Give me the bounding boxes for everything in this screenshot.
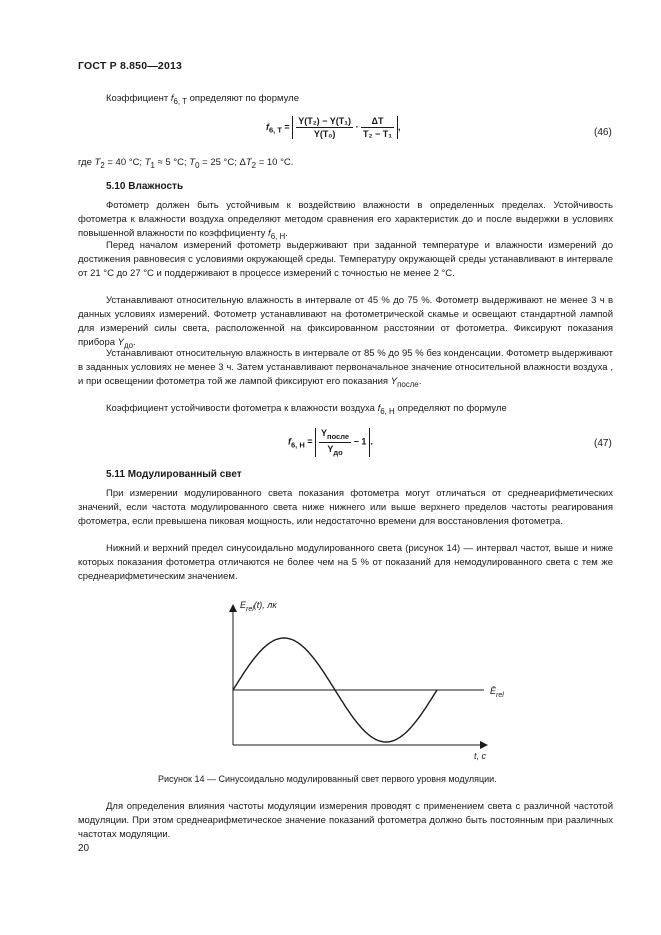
sec511-paragraph-2: Нижний и верхний предел синусоидально модулированного света (рисунок 14) — интервал частот, выше и ниже которых показания фотометра отличаются не более чем на 5 % от показаний для немодулированного света с тем же среднеарифметическим значением. — [78, 543, 613, 582]
sec510-paragraph-3: Устанавливают относительную влажность в интервале от 45 % до 75 %. Фотометр выдерживают не менее 3 ч в данных условиях измерений. Фотометр устанавливают на фотометрической скамье и освещают стандартной лампой для измерений силы света, расположенной на фиксированном расстоянии от фотометра. Фиксируют показания прибора $Y_{до}$. — [78, 295, 613, 350]
formula-47: $f_{6, H}$ = $\frac{Y_{после}}{Y_{до}}$ − 1 . — [288, 428, 373, 457]
document-header: ГОСТ Р 8.850—2013 — [78, 60, 183, 72]
abs-bars: $\frac{Y_{после}}{Y_{до}}$ − 1 — [315, 428, 370, 457]
sec510-paragraph-1: Фотометр должен быть устойчивым к воздействию влажности в определенных пределах. Устойчивость фотометра к влажности воздуха определяют методом сравнения его характеристик до и после выдержки в условиях повышенной влажности по коэффициенту $f_{6, H}$. — [78, 200, 613, 241]
sec510-paragraph-4: Устанавливают относительную влажность в интервале от 85 % до 95 % без конденсации. Фотометр выдерживают в заданных условиях не менее 3 ч. Затем устанавливают первоначальное значение относительной влажности воздуха , и при освещении фотометра той же лампой фиксируют его показания $Y_{после}$. — [78, 348, 613, 389]
figure-caption: Рисунок 14 — Синусоидально модулированный свет первого уровня модуляции. — [158, 774, 497, 784]
closing-paragraph: Для определения влияния частоты модуляции измерения проводят с применением света с различной частотой модуляции. При этом среднеарифметическое значение показаний фотометра должно быть постоянным при различных частотах модуляции. — [78, 801, 613, 840]
section-511-title: 5.11 Модулированный свет — [106, 469, 242, 480]
mean-label: $Ē_{rel}$ — [490, 686, 504, 699]
where-line: где $T_2 = 40$ °C; $T_1 \approx 5$ °C; $T_0 = 25$ °C; $\Delta T_2 = 10$ °C. — [78, 157, 294, 170]
equation-number-47: (47) — [594, 438, 612, 449]
intro-paragraph: Коэффициент $f_{6, T}$ определяют по формуле — [106, 93, 299, 106]
formula-46: $f_{6, T}$ = $\frac{\text{Y(T₂) − Y(T₁)}}{\text{Y(T₀)}}$ · $\frac{\Delta T}{\text{T₂ − T₁}}$ , — [266, 116, 401, 139]
y-axis-label: $E_{rel}(t)$, лк — [240, 600, 277, 613]
equation-number-46: (46) — [594, 127, 612, 138]
sec511-paragraph-1: При измерении модулированного света показания фотометра могут отличаться от среднеарифметических значений, если частота модулированного света ниже нижнего или выше верхнего пределов частоты реагирования фотометра, если превышена пиковая мощность, или недостаточно времени для восстановления фотометра. — [78, 488, 613, 527]
sec510-paragraph-2: Перед началом измерений фотометр выдерживают при заданной температуре и влажности измерений до достижения равновесия с условиями окружающей среды. Температуру окружающей среды устанавливают в интервале от 21 °С до 27 °С и поддерживают в процессе измерений с точностью не менее 2 °С. — [78, 240, 613, 279]
page-number: 20 — [78, 843, 90, 854]
section-510-title: 5.10 Влажность — [106, 181, 184, 192]
abs-bars: $\frac{\text{Y(T₂) − Y(T₁)}}{\text{Y(T₀)}}$ · $\frac{\Delta T}{\text{T₂ − T₁}}$ — [292, 116, 398, 139]
x-axis-label: t, c — [474, 751, 487, 761]
sec510-paragraph-5: Коэффициент устойчивости фотометра к влажности воздуха $f_{6, H}$ определяют по формуле — [106, 403, 507, 416]
